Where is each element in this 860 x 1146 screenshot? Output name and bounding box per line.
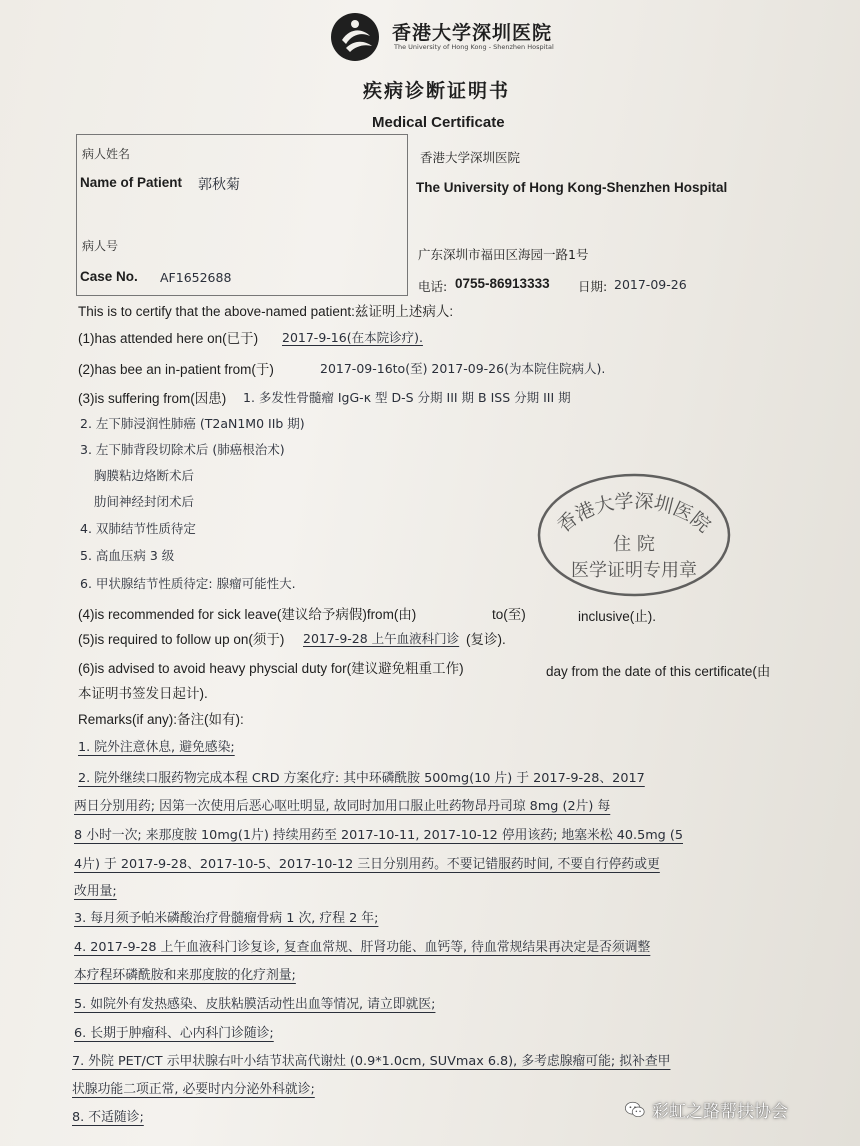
hospital-name-cn: 香港大学深圳医院 — [392, 22, 553, 44]
remark-7b: 状腺功能二项正常, 必要时内分泌外科就诊; — [72, 1082, 315, 1097]
hospital-info-name-en: The University of Hong Kong-Shenzhen Hospital — [416, 180, 728, 195]
remark-1: 1. 院外注意休息, 避免感染; — [78, 740, 235, 755]
diagnosis-4: 4. 双肺结节性质待定 — [80, 521, 196, 536]
remark-3: 3. 每月须予帕米磷酸治疗骨髓瘤骨病 1 次, 疗程 2 年; — [74, 911, 379, 926]
title-en: Medical Certificate — [372, 114, 505, 131]
wechat-watermark — [624, 1097, 788, 1122]
name-cn-label: 病人姓名 — [82, 147, 131, 161]
svg-text:香港大学深圳医院 — [553, 490, 714, 537]
date-label: 日期: — [578, 279, 608, 294]
diagnosis-1: 1. 多发性骨髓瘤 IgG-κ 型 D-S 分期 III 期 B ISS 分期 III 期 — [243, 390, 571, 405]
remark-8: 8. 不适随诊; — [72, 1110, 144, 1125]
diagnosis-2: 2. 左下肺浸润性肺癌 (T2aN1M0 IIb 期) — [80, 416, 305, 431]
line-5-prefix: (5)is required to follow up on(须于) — [78, 632, 285, 647]
title-cn: 疾病诊断证明书 — [363, 80, 511, 102]
seal-bottom-text: 医学证明专用章 — [571, 560, 697, 581]
line-4-c: inclusive(止). — [578, 609, 657, 624]
line-5-value: 2017-9-28 上午血液科门诊 — [303, 631, 460, 646]
case-en-label: Case No. — [80, 269, 138, 284]
remark-6: 6. 长期于肿瘤科、心内科门诊随诊; — [74, 1026, 274, 1041]
phone-label: 电话: — [418, 279, 448, 294]
line-1-value: 2017-9-16(在本院诊疗). — [282, 330, 423, 345]
remark-4b: 本疗程环磷酰胺和来那度胺的化疗剂量; — [74, 968, 296, 983]
line-5-suffix: (复诊). — [466, 632, 506, 647]
case-cn-label: 病人号 — [82, 239, 119, 253]
phone-value: 0755-86913333 — [455, 276, 550, 291]
remark-2a: 2. 院外继续口服药物完成本程 CRD 方案化疗: 其中环磷酰胺 500mg(10 片) 于 2017-9-28、2017 — [78, 771, 645, 786]
line-3-prefix: (3)is suffering from(因患) — [78, 391, 227, 406]
diagnosis-6: 6. 甲状腺结节性质待定: 腺瘤可能性大. — [80, 576, 296, 591]
certify-line: This is to certify that the above-named patient:兹证明上述病人: — [78, 304, 454, 319]
hospital-name-en-small: The University of Hong Kong - Shenzhen Hospital — [394, 43, 554, 51]
line-4-a: (4)is recommended for sick leave(建议给予病假)from(由) — [78, 607, 417, 622]
remark-5: 5. 如院外有发热感染、皮肤粘膜活动性出血等情况, 请立即就医; — [74, 997, 436, 1012]
line-6-a: (6)is advised to avoid heavy physcial duty for(建议避免粗重工作) — [78, 661, 464, 676]
remarks-label: Remarks(if any):备注(如有): — [78, 712, 244, 727]
line-6-c: 本证明书签发日起计). — [78, 686, 208, 701]
remark-2b: 两日分别用药; 因第一次使用后恶心呕吐明显, 故同时加用口服止吐药物昂丹司琼 8mg (2片) 每 — [74, 799, 611, 814]
line-2-value: 2017-09-16to(至) 2017-09-26(为本院住院病人). — [320, 361, 606, 376]
diagnosis-3: 3. 左下肺背段切除术后 (肺癌根治术) — [80, 442, 285, 457]
wechat-icon — [624, 1099, 646, 1121]
hospital-info-name-cn: 香港大学深圳医院 — [420, 150, 521, 165]
remark-2d: 4片) 于 2017-9-28、2017-10-5、2017-10-12 三日分别用药。不要记错服药时间, 不要自行停药或更 — [74, 857, 660, 872]
remark-7a: 7. 外院 PET/CT 示甲状腺右叶小结节状高代谢灶 (0.9*1.0cm, SUVmax 6.8), 多考虑腺瘤可能; 拟补查甲 — [72, 1054, 671, 1069]
case-value: AF1652688 — [160, 270, 232, 285]
hospital-address: 广东深圳市福田区海园一路1号 — [418, 247, 589, 262]
diagnosis-5: 5. 高血压病 3 级 — [80, 548, 175, 563]
line-4-b: to(至) — [492, 607, 526, 622]
date-value: 2017-09-26 — [614, 277, 687, 292]
line-6-b: day from the date of this certificate(由 — [546, 664, 771, 679]
name-en-label: Name of Patient — [80, 175, 183, 190]
watermark-text: 彩虹之路帮扶协会 — [652, 1102, 788, 1122]
remark-4a: 4. 2017-9-28 上午血液科门诊复诊, 复查血常规、肝肾功能、血钙等, 待血常规结果再决定是否须调整 — [74, 940, 651, 955]
seal-arc-text: 香港大学深圳医院 — [553, 490, 715, 537]
diagnosis-3a: 胸膜粘边烙断术后 — [94, 468, 195, 483]
hospital-logo-icon — [328, 10, 382, 64]
remark-2c: 8 小时一次; 来那度胺 10mg(1片) 持续用药至 2017-10-11, 2017-10-12 停用该药; 地塞米松 40.5mg (5 — [74, 828, 683, 843]
seal-middle-text: 住 院 — [613, 534, 655, 555]
diagnosis-3b: 肋间神经封闭术后 — [94, 494, 195, 509]
patient-name-value: 郭秋菊 — [198, 177, 240, 193]
remark-2e: 改用量; — [74, 884, 117, 899]
line-2-prefix: (2)has bee an in-patient from(于) — [78, 362, 274, 377]
hospital-seal-stamp — [534, 470, 734, 600]
line-1-prefix: (1)has attended here on(已于) — [78, 331, 259, 346]
